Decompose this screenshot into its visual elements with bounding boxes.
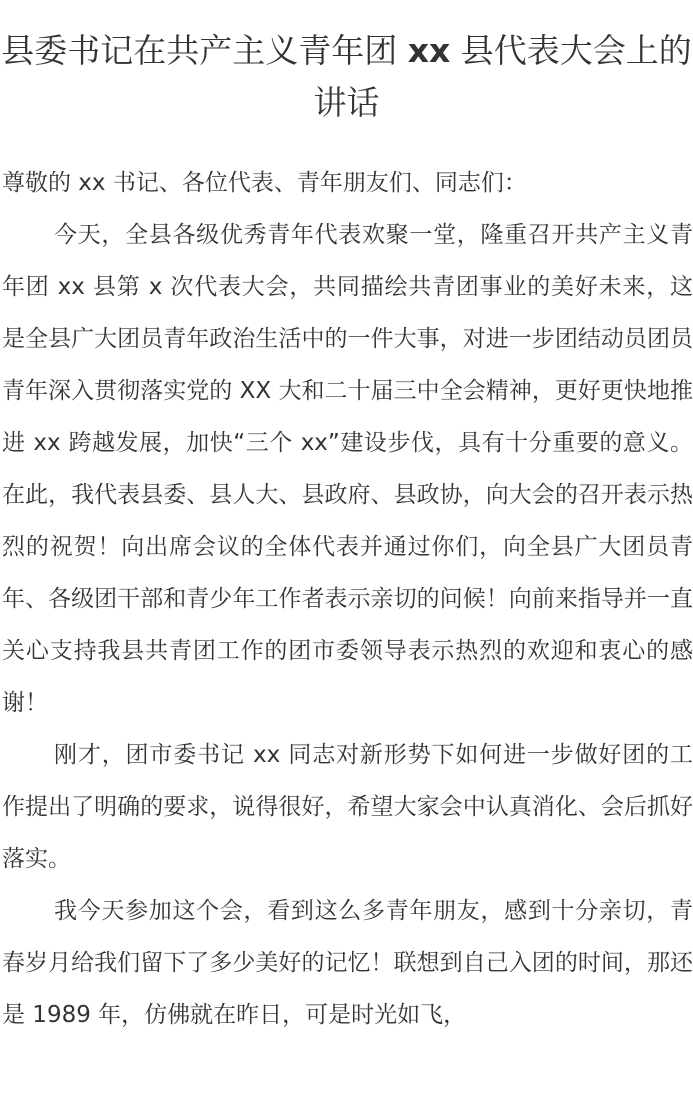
document-title bbox=[0, 0, 693, 129]
paragraph-3: 我今天参加这个会，看到这么多青年朋友，感到十分亲切，青春岁月给我们留下了多少美好的记忆！联想到自己入团的时间，那还是 1989 年，仿佛就在昨日，可是时光如飞， bbox=[2, 898, 693, 1028]
title-text-bold: xx bbox=[407, 31, 451, 70]
salutation: 尊敬的 xx 书记、各位代表、青年朋友们、同志们： bbox=[2, 170, 527, 196]
title-text-end: 县代表大会上的讲话 bbox=[313, 31, 692, 122]
paragraph-2: 刚才，团市委书记 xx 同志对新形势下如何进一步做好团的工作提出了明确的要求，说得很好，希望大家会中认真消化、会后抓好落实。 bbox=[2, 742, 693, 872]
title-text-start: 县委书记在共产主义青年团 bbox=[1, 31, 408, 70]
document-body bbox=[0, 157, 693, 1041]
paragraph-1: 今天，全县各级优秀青年代表欢聚一堂，隆重召开共产主义青年团 xx 县第 x 次代表大会，共同描绘共青团事业的美好未来，这是全县广大团员青年政治生活中的一件大事，对进一步团结动员团员青年深入贯彻落实党的 XX 大和二十届三中全会精神，更好更快地推进 xx 跨越发展，加快“三个 xx”建设步伐，具有十分重要的意义。在此，我代表县委、县人大、县政府、县政协，向大会的召开表示热烈的祝贺！向出席会议的全体代表并通过你们，向全县广大团员青年、各级团干部和青少年工作者表示亲切的问候！向前来指导并一直关心支持我县共青团工作的团市委领导表示热烈的欢迎和衷心的感谢！ bbox=[2, 222, 693, 716]
